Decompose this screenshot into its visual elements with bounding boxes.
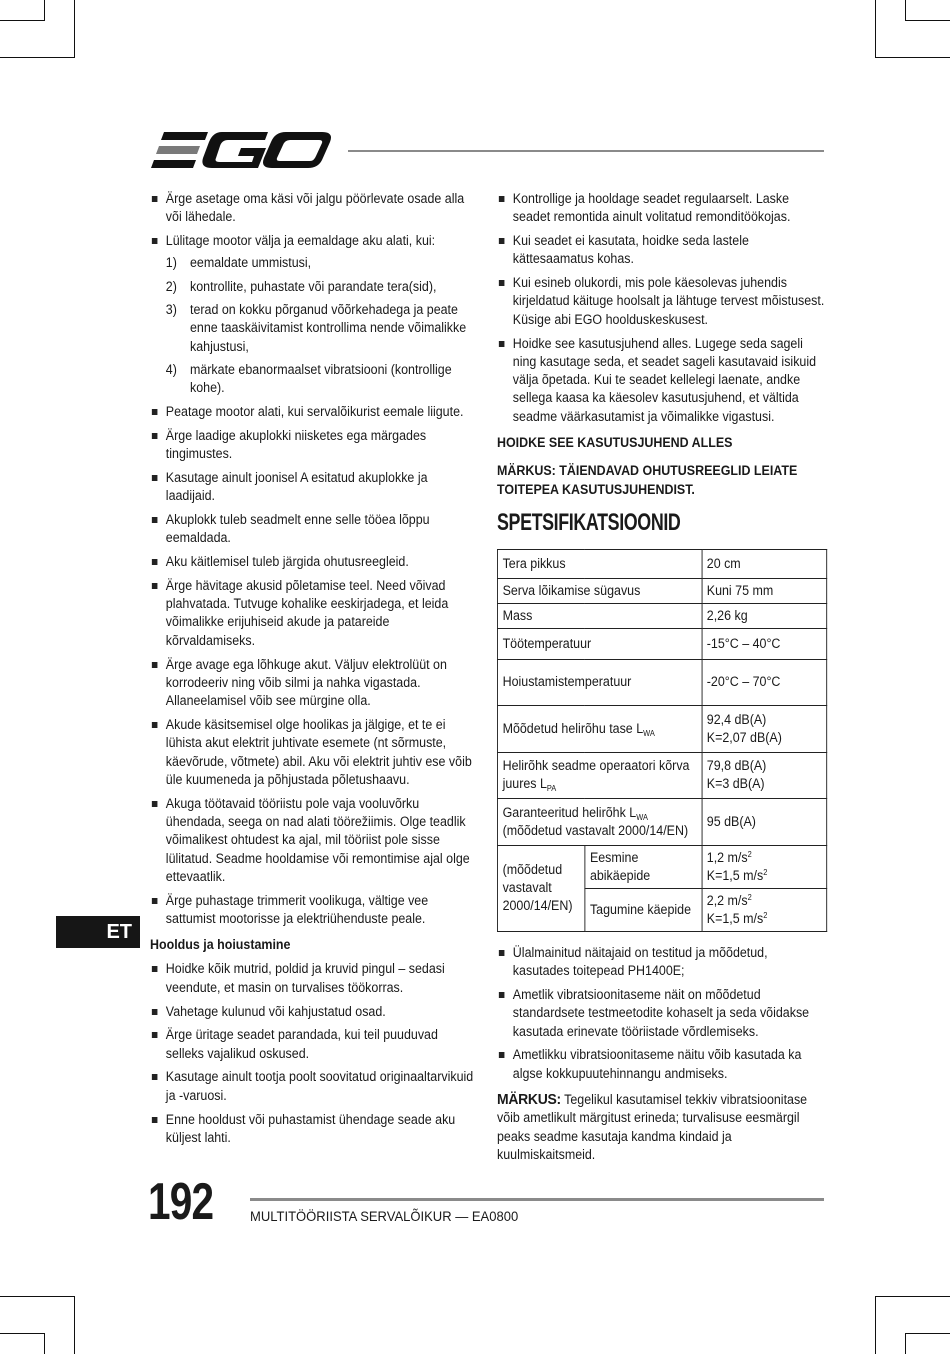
list-item: Kui seadet ei kasutata, hoidke seda lastele kättesaamatus kohas. — [497, 232, 824, 269]
spec-table — [497, 549, 827, 932]
table-row — [497, 603, 826, 628]
numbered-list — [166, 254, 478, 397]
spec-label — [497, 752, 701, 798]
list-item: Peatage mootor alati, kui servalõikurist eemale liigute. — [150, 403, 477, 421]
note-text: Tegelikul kasutamisel tekkiv vibratsioonitase võib ametlikult märgitust erineda; turvalisuse eesmärgil peaks seadme kasutaja kandma kindaid ja kuulmiskaitsmeid. — [497, 1092, 808, 1162]
spec-label-text: Garanteeritud helirõhk L — [502, 804, 637, 820]
table-row — [497, 845, 826, 888]
footer-title: MULTITÖÖRIISTA SERVALÕIKUR — EA0800 — [250, 1208, 519, 1224]
table-row — [497, 659, 826, 705]
numbered-item — [166, 361, 478, 398]
vibration-notes-list — [497, 944, 824, 1083]
item-number: 1) — [165, 255, 177, 271]
list-item: Ärge avage ega lõhkuge akut. Väljuv elektrolüüt on korrodeeriv ning võib silmi ja nahka vigastada. Allaneelamisel võib see mürgine olla. — [150, 656, 477, 711]
additional-rules-heading: MÄRKUS: TÄIENDAVAD OHUTUSREEGLID LEIATE TOITEPEA KASUTUSJUHENDIST. — [497, 463, 798, 497]
subscript: PA — [546, 784, 557, 794]
spec-value: 95 dB(A) — [702, 798, 827, 845]
list-item: Ametlikku vibratsioonitaseme näitu võib kasutada ka algse kokkupuutehinnangu andmiseks. — [497, 1046, 824, 1083]
item-text: terad on kokku põrganud võõrkehadega ja peate enne taaskäivitamist kontrollima nende võimalikke kahjustusi, — [189, 301, 467, 354]
crop-mark — [875, 57, 950, 58]
value-line: K=1,5 m/s — [706, 910, 764, 926]
item-number: 4) — [165, 361, 177, 377]
spec-label-text: Mõõdetud helirõhu tase L — [502, 720, 644, 736]
right-column — [497, 190, 824, 1164]
item-text: kontrollite, puhastate või parandate tera(sid), — [189, 278, 437, 294]
item-text: märkate ebanormaalset vibratsiooni (kontrollige kohe). — [189, 361, 452, 396]
list-item: Aku käitlemisel tuleb järgida ohutusreegleid. — [150, 553, 477, 571]
crop-mark — [875, 0, 876, 58]
value-line: 79,8 dB(A) — [706, 758, 767, 774]
list-item: Kontrollige ja hooldage seadet regulaarselt. Laske seadet remontida ainult volitatud remonditöökojas. — [497, 190, 824, 227]
list-item: Ärge laadige akuplokki niisketes ega märgades tingimustes. — [150, 427, 477, 464]
spec-label-text: Helirõhk seadme operaatori kõrva juures L — [502, 758, 690, 792]
spec-value — [702, 752, 827, 798]
keep-manual-heading: HOIDKE SEE KASUTUSJUHEND ALLES — [497, 435, 733, 451]
ego-logo — [150, 130, 332, 172]
list-item: Hoidke see kasutusjuhend alles. Lugege seda sageli ning kasutage seda, et seadet sageli kasutavaid isikuid välja õpetada. Kui te seadet kellelegi laenate, andke sellega kaasa ka käesolev kasutusjuhend, et vältida seadme väärkasutamist ja võimalikke vigastusi. — [497, 335, 824, 426]
list-item-text: Lülitage mootor välja ja eemaldage aku alati, kui: — [165, 233, 436, 249]
table-row — [497, 549, 826, 578]
subscript: WA — [643, 728, 655, 738]
value-line: K=2,07 dB(A) — [706, 729, 782, 745]
spec-value — [702, 888, 827, 931]
crop-mark — [0, 1333, 45, 1334]
spec-label-text: (mõõdetud vastavalt 2000/14/EN) — [502, 822, 689, 838]
header-rule — [348, 150, 824, 152]
list-item: Kasutage ainult tootja poolt soovitatud originaaltarvikuid ja -varuosi. — [150, 1068, 477, 1105]
spec-label: Tera pikkus — [497, 549, 701, 578]
spec-value — [702, 845, 827, 888]
list-item: Akuplokk tuleb seadmelt enne selle tööea lõppu eemaldada. — [150, 511, 477, 548]
crop-mark — [74, 0, 75, 58]
table-row — [497, 628, 826, 659]
item-number: 3) — [165, 301, 177, 317]
spec-label: Mass — [497, 603, 701, 628]
list-item: Kasutage ainult joonisel A esitatud akuplokke ja laadijaid. — [150, 469, 477, 506]
spec-value — [702, 705, 827, 752]
spec-label — [497, 705, 701, 752]
spec-label: Tagumine käepide — [585, 888, 702, 931]
list-item: Ärge asetage oma käsi või jalgu pöörlevate osade alla või lähedale. — [150, 190, 477, 227]
page-number: 192 — [148, 1173, 214, 1231]
left-column — [150, 190, 477, 1153]
crop-mark — [0, 1296, 75, 1297]
spec-label: Hoiustamistemperatuur — [497, 659, 701, 705]
list-item: Kui esineb olukordi, mis pole käesolevas juhendis kirjeldatud käituge hoolsalt ja lähtuge tervest mõistusest. Küsige abi EGO hoolduskeskusest. — [497, 274, 824, 329]
value-line: 2,2 m/s — [706, 892, 748, 908]
crop-mark — [0, 20, 45, 21]
spec-title: SPETSIFIKATSIOONID — [497, 508, 681, 536]
note-label: MÄRKUS: — [497, 1091, 561, 1109]
numbered-item — [166, 301, 478, 356]
crop-mark — [44, 0, 45, 20]
crop-mark — [0, 57, 75, 58]
value-line: K=3 dB(A) — [706, 776, 765, 792]
crop-mark — [905, 1333, 950, 1334]
list-item: Ametlik vibratsioonitaseme näit on mõõdetud standardsete testmeetodite kohaselt ja seda võidakse kasutada erinevate tööriistade võrdlemiseks. — [497, 986, 824, 1041]
list-item: Vahetage kulunud või kahjustatud osad. — [150, 1003, 477, 1021]
crop-mark — [44, 1333, 45, 1354]
numbered-item — [166, 254, 478, 272]
superscript: 2 — [747, 849, 752, 859]
table-row — [497, 752, 826, 798]
care-list — [497, 190, 824, 426]
list-item: Hoidke kõik mutrid, poldid ja kruvid pingul – sedasi veendute, et masin on turvalises töökorras. — [150, 960, 477, 997]
spec-value: 2,26 kg — [702, 603, 827, 628]
value-line: 92,4 dB(A) — [706, 711, 767, 727]
maintenance-list — [150, 960, 477, 1147]
vibration-group-label: (mõõdetud vastavalt 2000/14/EN) — [497, 845, 584, 931]
crop-mark — [905, 20, 950, 21]
spec-value: 20 cm — [702, 549, 827, 578]
spec-label: Töötemperatuur — [497, 628, 701, 659]
value-line: 1,2 m/s — [706, 849, 748, 865]
crop-mark — [905, 0, 906, 20]
table-row — [497, 705, 826, 752]
list-item: Ärge puhastage trimmerit voolikuga, vältige vee sattumist mootorisse ja elektriühenduste peale. — [150, 892, 477, 929]
list-item: Akuga töötavaid tööriistu pole vaja vooluvõrku ühendada, seega on nad alati töörežiimis. Olge teadlik võimalikest ohtudest ka ajal, mil tööriist pole sisse lülitatud. Seadme hooldamise või remontimise ajal olge ettevaatlik. — [150, 795, 477, 886]
list-item: Enne hooldust või puhastamist ühendage seade aku küljest lahti. — [150, 1111, 477, 1148]
superscript: 2 — [763, 867, 768, 877]
spec-value: -15°C – 40°C — [702, 628, 827, 659]
footer-rule — [250, 1198, 824, 1201]
crop-mark — [74, 1296, 75, 1354]
table-row — [497, 578, 826, 603]
numbered-item — [166, 278, 478, 296]
crop-mark — [875, 1296, 876, 1354]
list-item: Ärge hävitage akusid põletamise teel. Need võivad plahvatada. Tutvuge kohalike eeskirjadega, et leida võimalikke erijuhiseid akude ja patareide kõrvaldamiseks. — [150, 577, 477, 650]
spec-label: Eesmine abikäepide — [585, 845, 702, 888]
note-paragraph — [497, 1091, 824, 1164]
item-text: eemaldate ummistusi, — [189, 255, 312, 271]
value-line: K=1,5 m/s — [706, 867, 764, 883]
list-item: Ärge üritage seadet parandada, kui teil puuduvad selleks vajalikud oskused. — [150, 1026, 477, 1063]
spec-label — [497, 798, 701, 845]
spec-label: Serva lõikamise sügavus — [497, 578, 701, 603]
language-tab: ET — [56, 916, 140, 948]
maintenance-heading: Hooldus ja hoiustamine — [150, 937, 291, 953]
crop-mark — [875, 1296, 950, 1297]
list-item: Ülalmainitud näitajaid on testitud ja mõõdetud, kasutades toitepead PH1400E; — [497, 944, 824, 981]
spec-value: -20°C – 70°C — [702, 659, 827, 705]
list-item — [150, 232, 477, 397]
crop-mark — [905, 1333, 906, 1354]
superscript: 2 — [747, 892, 752, 902]
superscript: 2 — [763, 910, 768, 920]
spec-value: Kuni 75 mm — [702, 578, 827, 603]
safety-list — [150, 190, 477, 928]
list-item: Akude käsitsemisel olge hoolikas ja jälgige, et te ei lühista akut elektrit juhtivate esemete (nt sõrmuste, käevõrude, võtmete) abil. Aku või elektrit juhtiv ese võib üle kuumeneda ja põhjustada põletushaavu. — [150, 716, 477, 789]
item-number: 2) — [165, 278, 177, 294]
table-row — [497, 798, 826, 845]
subscript: WA — [636, 812, 648, 822]
